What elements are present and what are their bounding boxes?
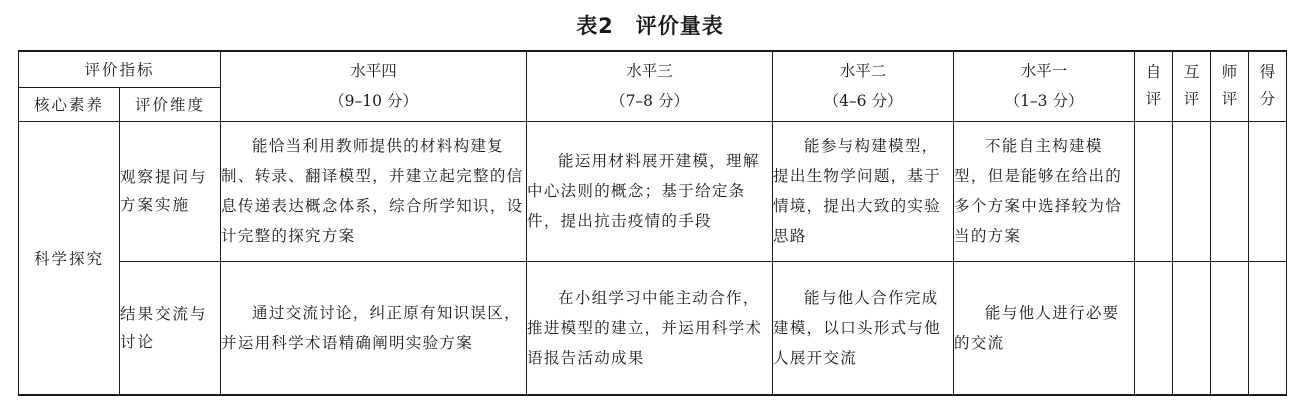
dimension-cell: 观察提问与方案实施: [120, 121, 221, 261]
level-4-cell: 能恰当利用教师提供的材料构建复制、转录、翻译模型，并建立起完整的信息传递表达概念体系，综合所学知识，设计完整的探究方案: [221, 121, 527, 261]
level-3-name: 水平三: [626, 62, 673, 81]
teacher-eval-cell[interactable]: [1211, 261, 1249, 395]
score-cell[interactable]: [1249, 121, 1287, 261]
table-row: [19, 261, 1287, 395]
level-3-cell: 在小组学习中能主动合作，推进模型的建立，并运用科学术语报告活动成果: [527, 261, 773, 395]
level-1-cell: 能与他人进行必要的交流: [954, 261, 1135, 395]
level-2-cell: 能参与构建模型，提出生物学问题，基于情境，提出大致的实验思路: [773, 121, 954, 261]
table-title: 表2 评价量表: [576, 14, 724, 38]
header-score: [1249, 51, 1287, 121]
level-3-cell: 能运用材料展开建模，理解中心法则的概念；基于给定条件，提出抗击疫情的手段: [527, 121, 773, 261]
header-level-2: [773, 51, 954, 121]
teacher-eval-cell[interactable]: [1211, 121, 1249, 261]
level-2-name: 水平二: [839, 62, 887, 81]
header-level-3: [527, 51, 773, 121]
self-eval-cell[interactable]: [1135, 261, 1173, 395]
level-1-name: 水平一: [1020, 62, 1068, 81]
table-row: [19, 121, 1287, 261]
evaluation-table: [18, 50, 1287, 396]
header-row-1: [19, 51, 1287, 87]
header-dimension: 评价维度: [120, 87, 221, 121]
level-4-range: （9–10 分）: [329, 92, 418, 111]
level-4-name: 水平四: [350, 62, 397, 81]
teacher-eval-char-2: 评: [1221, 90, 1238, 109]
score-char-1: 得: [1259, 63, 1276, 82]
core-literacy-cell: 科学探究: [19, 121, 120, 395]
level-3-range: （7–8 分）: [610, 92, 689, 111]
level-2-cell: 能与他人合作完成建模，以口头形式与他人展开交流: [773, 261, 954, 395]
header-level-4: [221, 51, 527, 121]
header-self-eval: [1135, 51, 1173, 121]
level-4-cell: 通过交流讨论，纠正原有知识误区，并运用科学术语精确阐明实验方案: [221, 261, 527, 395]
level-1-cell: 不能自主构建模型，但是能够在给出的多个方案中选择较为恰当的方案: [954, 121, 1135, 261]
peer-eval-cell[interactable]: [1173, 121, 1211, 261]
self-eval-char-2: 评: [1145, 90, 1162, 109]
peer-eval-cell[interactable]: [1173, 261, 1211, 395]
score-char-2: 分: [1259, 90, 1276, 109]
header-teacher-eval: [1211, 51, 1249, 121]
header-peer-eval: [1173, 51, 1211, 121]
header-level-1: [954, 51, 1135, 121]
dimension-cell: 结果交流与讨论: [120, 261, 221, 395]
header-indicator: 评价指标: [19, 51, 221, 87]
self-eval-cell[interactable]: [1135, 121, 1173, 261]
header-core: 核心素养: [19, 87, 120, 121]
score-cell[interactable]: [1249, 261, 1287, 395]
peer-eval-char-1: 互: [1183, 63, 1200, 82]
level-2-range: （4–6 分）: [823, 92, 903, 111]
teacher-eval-char-1: 师: [1221, 63, 1238, 82]
self-eval-char-1: 自: [1145, 63, 1162, 82]
peer-eval-char-2: 评: [1183, 90, 1200, 109]
level-1-range: （1–3 分）: [1004, 92, 1084, 111]
